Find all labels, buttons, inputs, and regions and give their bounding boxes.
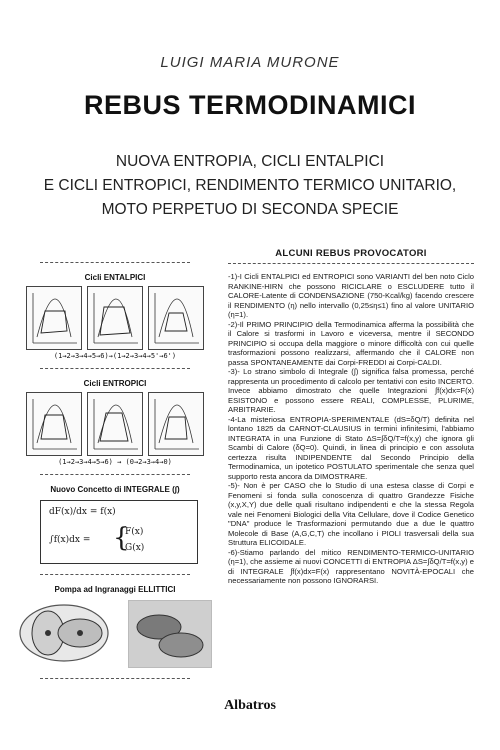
integral-g: G(x) <box>125 543 145 553</box>
ts-diagram <box>148 392 204 456</box>
subtitle-line: NUOVA ENTROPIA, CICLI ENTALPICI <box>115 153 385 170</box>
publisher-logo: Albatros <box>224 698 276 713</box>
entalpici-diagrams <box>26 286 204 350</box>
subtitle-line: E CICLI ENTROPICI, RENDIMENTO TERMICO UNITARIO, <box>43 177 457 194</box>
rebus-heading: ALCUNI REBUS PROVOCATORI <box>275 248 427 259</box>
integral-lhs: ∫f(x)dx = <box>49 535 91 545</box>
divider <box>40 474 190 475</box>
ts-diagram <box>87 392 143 456</box>
gears-photo-icon <box>128 600 212 668</box>
subtitle-line: MOTO PERPETUO DI SECONDA SPECIE <box>101 201 399 218</box>
divider <box>228 263 474 264</box>
pompa-title: Pompa ad Ingranaggi ELLITTICI <box>54 585 176 594</box>
integrale-title: Nuovo Concetto di INTEGRALE (∫) <box>50 485 180 494</box>
pompa-row <box>18 600 212 668</box>
rebus-paragraph: -1)-I Cicli ENTALPICI ed ENTROPICI sono VARIANTI del ben noto Ciclo RANKINE-HIRN che possono RICICLARE o ESCLUDERE tutto il CALORE-Latente di CONDENSAZIONE (750-Kcal/kg) facendo crescere il RENDIMENTO (η) nello intervallo (0,25≤η≤1) fino al valore UNITARIO (η=1). <box>228 272 474 319</box>
brace-icon: { <box>113 523 130 553</box>
rebus-paragraph: -2)-Il PRIMO PRINCIPIO della Termodinamica afferma la possibilità che il Calore si trasformi in Lavoro e viceversa, mentre il SECONDO PRINCIPIO si occupa della maggiore o minore difficoltà con cui quelle trasformazioni possono realizzarsi, affermando che il CALORE non passa SPONTANEAMENTE dai Corpi-FREDDI ai Corpi-CALDI. <box>228 319 474 367</box>
entropici-diagrams <box>26 392 204 456</box>
divider <box>40 368 190 369</box>
integral-f: F(x) <box>125 527 144 537</box>
ts-diagram <box>148 286 204 350</box>
book-title: REBUS TERMODINAMICI <box>84 90 416 120</box>
entropici-sequence: (1→2→3→4→5→6) → (0→2→3→4→0) <box>58 458 172 466</box>
divider <box>40 574 190 575</box>
rebus-paragraph: -5)- Non è per CASO che lo Studio di una estesa classe di Corpi e Fenomeni si fonda sulla conoscenza di quattro Grandezze Fisiche (x,y,X,Y) due delle quali risultano indipendenti e che la stessa Regola vale nei Fenomeni Biologici della Vita Cellulare, dove il Codice Genetico "DNA" produce le Trasformazioni permutando due a due le quattro Molecole di Base (A,G,C,T) che incollano i PIOLI trasversali della sua Struttura ELICOIDALE. <box>228 481 474 547</box>
divider <box>40 262 190 263</box>
derivative-formula: dF(x)/dx = f(x) <box>49 507 116 517</box>
elliptic-pump-icon <box>18 600 110 666</box>
rebus-column <box>228 248 474 586</box>
author-name: LUIGI MARIA MURONE <box>160 54 340 71</box>
ts-diagram <box>26 286 82 350</box>
rebus-paragraph: -3)- Lo strano simbolo di Integrale (∫) significa falsa promessa, perché rappresenta un procedimento di calcolo per tentativi con esito INCERTO. Invece abbiamo dimostrato che quelle Integrazioni ∫f(x)dx=F(x) ESISTONO e possono essere REALI, COMPLESSE, PLURIME, ARBITRARIE. <box>228 367 474 414</box>
ts-diagram <box>26 392 82 456</box>
divider <box>40 678 190 679</box>
rebus-paragraph: -4-La misteriosa ENTROPIA-SPERIMENTALE (dS=δQ/T) definita nel lontano 1825 da CARNOT-CLAUSIUS in termini infinitesimi, l'abbiamo INTEGRATA in una Funzione di Stato ΔS=∫δQ/T=f(x,y) che ignora gli Scambi di Calore (δQ=0). Quindi, in linea di principio e con assoluta certezza risulta INDIPENDENTE dal Secondo Principio della Termodinamica, un ipotetico POSTULATO sperimentale che senza quel supporto resta ancora da DIMOSTRARE. <box>228 414 474 481</box>
rebus-paragraph: -6)-Stiamo parlando del mitico RENDIMENTO-TERMICO-UNITARIO (η=1), che assieme ai nuovi CONCETTI di ENTROPIA ΔS=∫δQ/T=f(x,y) e di INTEGRALE ∫f(x)dx=F(x) rappresentano NOVITÀ-EPOCALI che necessariamente non possono IGNORARSI. <box>228 547 474 585</box>
ts-diagram <box>87 286 143 350</box>
cicli-entalpici-title: Cicli ENTALPICI <box>84 273 146 282</box>
book-subtitle <box>0 150 500 222</box>
integrale-box <box>40 500 198 564</box>
figures-column <box>10 262 220 679</box>
cicli-entropici-title: Cicli ENTROPICI <box>83 379 147 388</box>
entalpici-sequence: (1→2→3→4→5→6)→(1→2→3→4→5'→6') <box>53 352 177 360</box>
